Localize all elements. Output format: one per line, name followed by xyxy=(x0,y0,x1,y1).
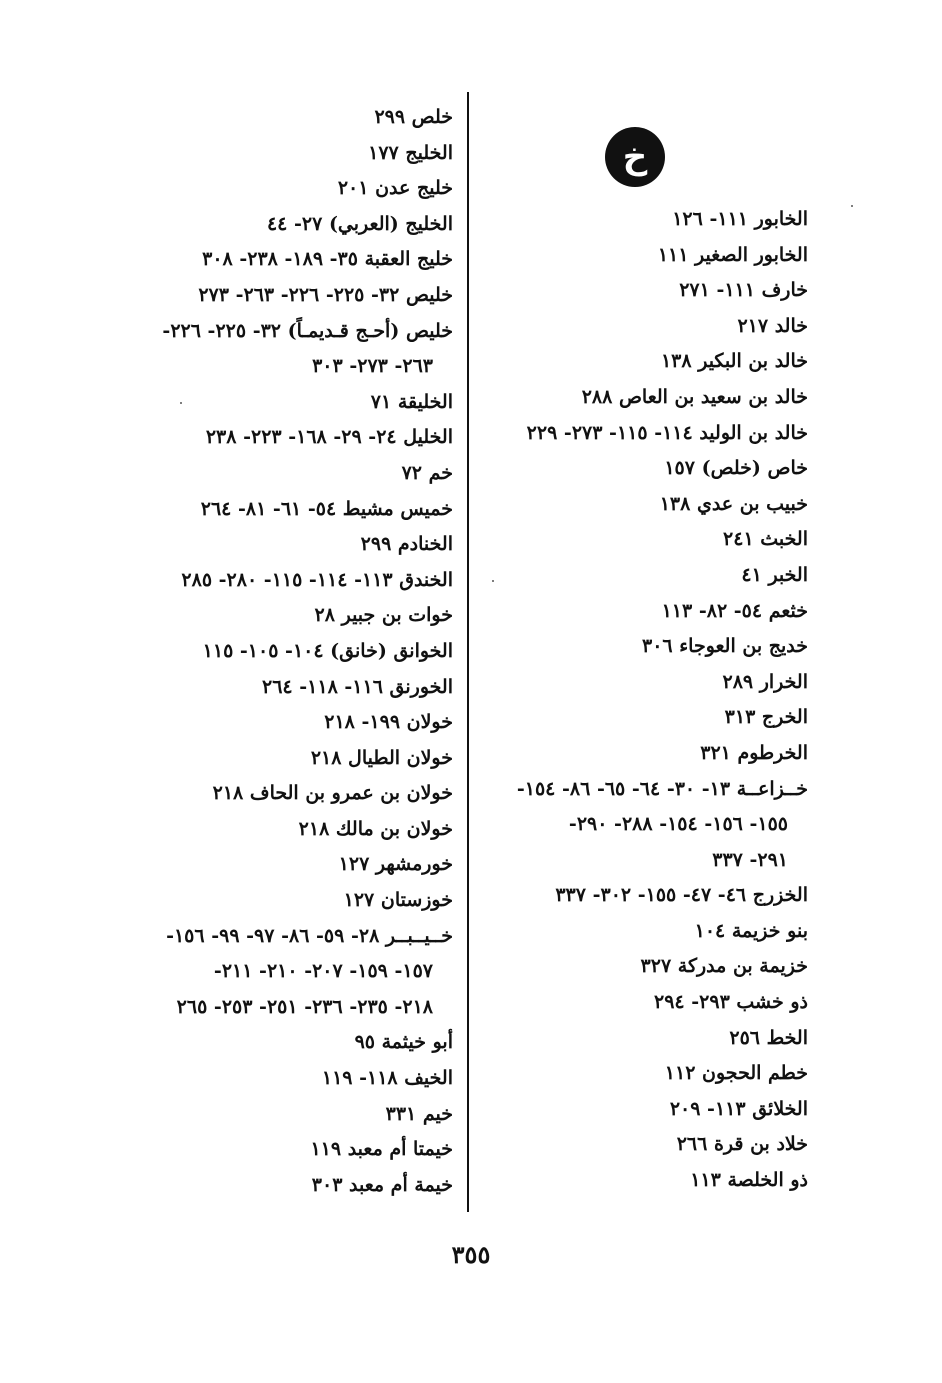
right-index-column xyxy=(468,202,808,1199)
scan-speck xyxy=(851,205,853,207)
index-entry: خولان بن مالك ٢١٨ xyxy=(298,817,453,840)
index-entry: خارف ١١١- ٢٧١ xyxy=(679,279,808,302)
index-entry: الخندق ١١٣- ١١٤- ١١٥- ٢٨٠- ٢٨٥ xyxy=(181,568,453,591)
index-entry: ٢١٨- ٢٣٥- ٢٣٦- ٢٥١- ٢٥٣- ٢٦٥ xyxy=(176,995,433,1018)
index-entry: الخليج ١٧٧ xyxy=(368,141,453,164)
index-entry: خوات بن جبير ٢٨ xyxy=(314,604,453,627)
index-entry: ١٥٧- ١٥٩- ٢٠٧- ٢١٠- ٢١١- xyxy=(213,960,433,983)
index-entry: خولان ١٩٩- ٢١٨ xyxy=(324,711,453,734)
index-entry: ٢٦٣- ٢٧٣- ٣٠٣ xyxy=(312,355,433,378)
index-entry: الخلائق ١١٣- ٢٠٩ xyxy=(669,1097,808,1120)
index-entry: خالد بن الوليد ١١٤- ١١٥- ٢٧٣- ٢٢٩ xyxy=(526,421,808,444)
index-entry: الخابور الصغير ١١١ xyxy=(657,243,808,266)
page-number: ٣٥٥ xyxy=(451,1240,491,1269)
index-entry: الخزرج ٤٦- ٤٧- ١٥٥- ٣٠٢- ٣٣٧ xyxy=(555,884,808,907)
index-entry: الخرج ٣١٣ xyxy=(724,706,808,729)
index-entry: خورمشهر ١٢٧ xyxy=(338,853,453,876)
index-entry: خلاد بن قرة ٢٦٦ xyxy=(676,1133,808,1156)
index-entry: خديج بن العوجاء ٣٠٦ xyxy=(641,635,808,658)
index-entry: ٢٩١- ٣٣٧ xyxy=(712,848,788,871)
index-entry: خــزاعــة ١٣- ٣٠- ٦٤- ٦٥- ٨٦- ١٥٤- xyxy=(516,777,808,800)
index-entry: الخرطوم ٣٢١ xyxy=(700,741,808,764)
index-entry: خيمتا أم معبد ١١٩ xyxy=(310,1138,453,1161)
index-entry: خوزستان ١٢٧ xyxy=(343,889,453,912)
index-entry: ١٥٥- ١٥٦- ١٥٤- ٢٨٨- ٢٩٠- xyxy=(568,813,788,836)
index-entry: خثعم ٥٤- ٨٢- ١١٣ xyxy=(661,599,808,622)
scan-speck xyxy=(180,402,182,404)
index-entry: خطم الحجون ١١٢ xyxy=(664,1062,808,1085)
index-entry: الخبر ٤١ xyxy=(741,563,808,586)
index-entry: خميس مشيط ٥٤- ٦١- ٨١- ٢٦٤ xyxy=(200,497,453,520)
index-entry: خليص ٣٢- ٢٢٥- ٢٢٦- ٢٦٣- ٢٧٣ xyxy=(198,283,453,306)
index-entry: خم ٧٢ xyxy=(401,461,453,484)
index-entry: خلص ٢٩٩ xyxy=(374,106,453,128)
index-entry: خولان الطيال ٢١٨ xyxy=(310,746,453,769)
index-entry: الخبث ٢٤١ xyxy=(723,528,808,551)
index-entry: الخابور ١١١- ١٢٦ xyxy=(672,208,808,230)
index-entry: خزيمة بن مدركة ٣٢٧ xyxy=(640,955,808,978)
index-entry: أبو خيثمة ٩٥ xyxy=(354,1031,453,1054)
index-entry: ذو خشب ٢٩٣- ٢٩٤ xyxy=(654,991,808,1014)
index-entry: خليج عدن ٢٠١ xyxy=(337,177,453,200)
index-entry: الخرار ٢٨٩ xyxy=(722,670,808,693)
index-entry: خبيب بن عدي ١٣٨ xyxy=(659,492,808,515)
scan-speck xyxy=(492,580,494,582)
index-entry: خولان بن عمرو بن الحاف ٢١٨ xyxy=(212,782,453,805)
index-entry: الخورنق ١١٦- ١١٨- ٢٦٤ xyxy=(262,675,453,698)
index-entry: خيم ٣٣١ xyxy=(385,1102,453,1125)
index-entry: الخليل ٢٤- ٢٩- ١٦٨- ٢٢٣- ٢٣٨ xyxy=(205,426,453,449)
index-entry: خيمة أم معبد ٣٠٣ xyxy=(311,1173,453,1196)
index-entry: بنو خزيمة ١٠٤ xyxy=(694,919,808,942)
index-entry: الخليقة ٧١ xyxy=(370,390,453,413)
section-letter-badge: خ xyxy=(605,127,665,187)
index-entry: الخنادم ٢٩٩ xyxy=(360,533,453,556)
index-entry: الخط ٢٥٦ xyxy=(729,1026,808,1049)
index-entry: خالد بن البكير ١٣٨ xyxy=(660,350,808,373)
index-entry: خليص (أحـج قـديمـاً) ٣٢- ٢٢٥- ٢٢٦- xyxy=(162,319,453,342)
index-entry: ذو الخلصة ١١٣ xyxy=(690,1169,808,1192)
index-entry: الخوانق (خانق) ١٠٤- ١٠٥- ١١٥ xyxy=(202,639,453,662)
index-entry: خالد بن سعيد بن العاص ٢٨٨ xyxy=(581,385,808,408)
left-index-column xyxy=(123,100,453,1203)
index-entry: خــيــبــر ٢٨- ٥٩- ٨٦- ٩٧- ٩٩- ١٥٦- xyxy=(166,924,453,947)
index-entry: خاص (خلص) ١٥٧ xyxy=(664,457,808,480)
index-entry: الخليج (العربي) ٢٧- ٤٤ xyxy=(266,212,453,235)
index-entry: الخيف ١١٨- ١١٩ xyxy=(321,1067,453,1090)
index-entry: خليج العقبة ٣٥- ١٨٩- ٢٣٨- ٣٠٨ xyxy=(202,248,453,271)
index-entry: خالد ٢١٧ xyxy=(737,314,808,337)
